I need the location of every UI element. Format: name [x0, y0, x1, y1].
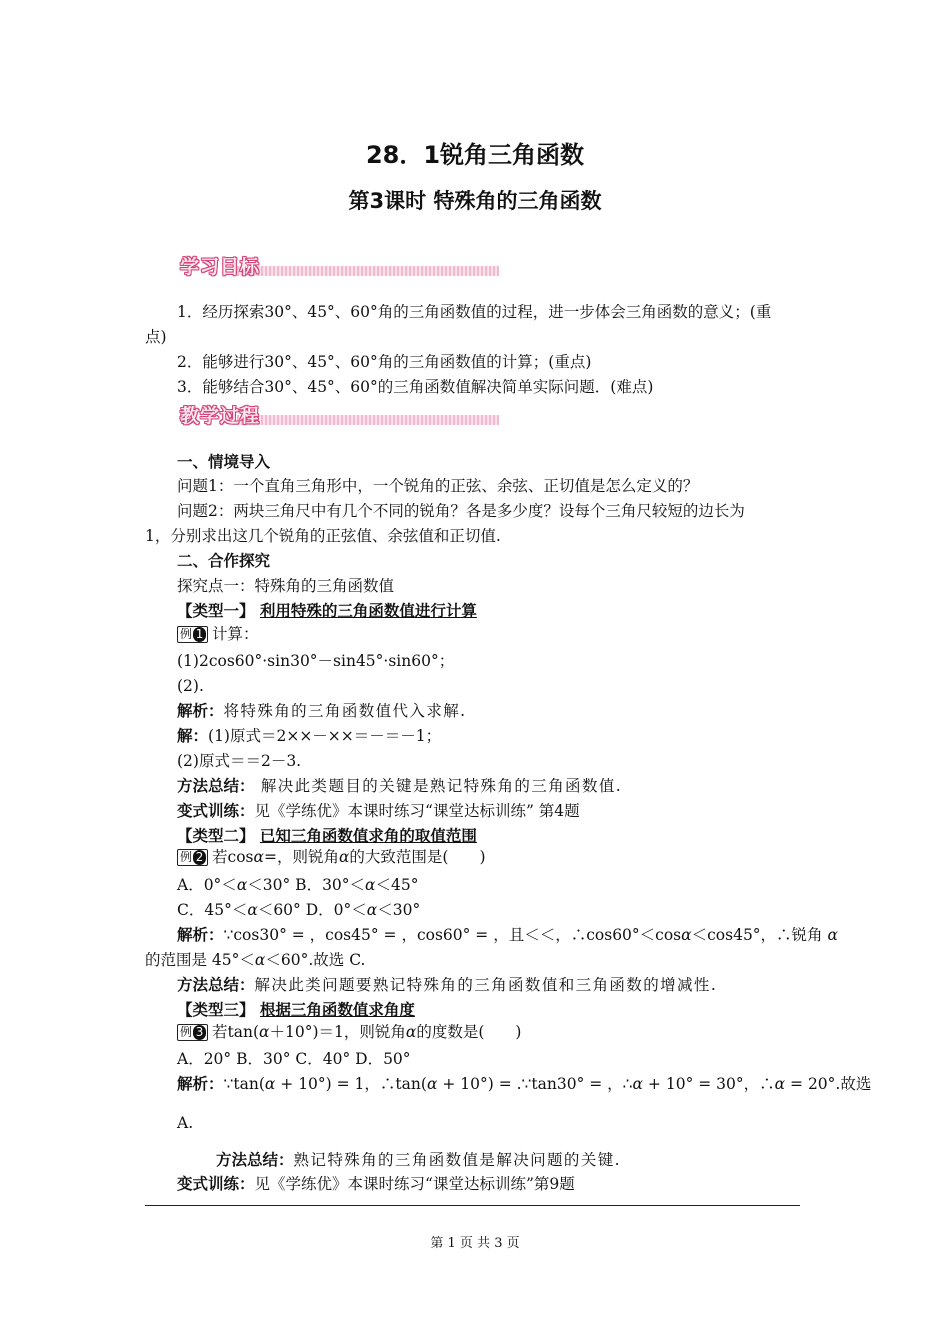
question-2-line-1: 问题2：两块三角尺中有几个不同的锐角？各是多少度？设每个三角尺较短的边长为: [177, 502, 745, 520]
option-text: ＜30° B．30°＜: [247, 876, 366, 894]
analysis-text: 将特殊角的三角函数值代入求解.: [223, 702, 467, 720]
analysis-text: ＜cos45°，∴锐角: [691, 926, 823, 944]
example-3-badge: [177, 1024, 208, 1041]
example-2: [177, 847, 486, 867]
example-badge-label: 例: [180, 850, 193, 864]
type1-name: 利用特殊的三角函数值进行计算: [259, 601, 477, 620]
example-badge-number: 3: [193, 1025, 206, 1040]
solution-text: (1)原式＝2××－××＝－＝－1；: [208, 727, 442, 745]
variant-text: 见《学练优》本课时练习“课堂达标训练”第9题: [254, 1175, 575, 1193]
alpha-symbol: α: [253, 848, 264, 866]
example-2-text-a: 若cos: [212, 848, 254, 866]
example-badge-number: 2: [193, 850, 206, 865]
analysis-text: ∵tan(: [223, 1075, 265, 1093]
question-1: 问题1：一个直角三角形中，一个锐角的正弦、余弦、正切值是怎么定义的？: [177, 477, 699, 495]
example-1-item-1: (1)2cos60°·sin30°－sin45°·sin60°；: [177, 652, 455, 670]
example-3-text-b: ＋10°)＝1，则锐角: [269, 1023, 406, 1041]
page-subtitle: 第3课时 特殊角的三角函数: [348, 189, 602, 213]
example-2-text-b: =，则锐角: [263, 848, 339, 866]
type3-bracket: 【类型三】: [177, 1000, 255, 1019]
explore-point-1: 探究点一：特殊角的三角函数值: [177, 577, 395, 595]
type2-bracket: 【类型二】: [177, 826, 255, 845]
alpha-symbol: α: [254, 951, 266, 969]
method-text: 解决此类题目的关键是熟记特殊角的三角函数值.: [254, 777, 623, 795]
example-3-text-c: 的度数是( ): [416, 1023, 522, 1041]
option-text: A．0°＜: [177, 876, 237, 894]
example-2-analysis-line-1: [177, 925, 838, 945]
analysis-text: + 10°) = .∵tan30° = ，∴: [437, 1075, 633, 1093]
example-2-badge: [177, 849, 208, 866]
alpha-symbol: α: [264, 1075, 276, 1093]
question-2-line-2: 1，分别求出这几个锐角的正弦值、余弦值和正切值.: [145, 527, 501, 545]
type2-name: 已知三角函数值求角的取值范围: [259, 826, 477, 845]
alpha-symbol: α: [338, 848, 350, 866]
part1-heading: 一、情境导入: [177, 452, 271, 471]
analysis-text: = 20°.故选: [785, 1075, 872, 1093]
variant-text: 见《学练优》本课时练习“课堂达标训练” 第4题: [254, 802, 580, 820]
type3-heading: [177, 1000, 415, 1020]
alpha-symbol: α: [405, 1023, 417, 1041]
example-3-analysis-line-2: A.: [177, 1114, 194, 1132]
banner-strip: [237, 266, 499, 276]
example-1-solution-2: (2)原式＝＝2－3.: [177, 752, 302, 770]
analysis-text: + 10°) = 1，∴tan(: [275, 1075, 427, 1093]
example-3-text-a: 若tan(: [212, 1023, 260, 1041]
alpha-symbol: α: [365, 876, 376, 894]
example-1-method: [177, 776, 622, 796]
example-1-text: 计算：: [212, 625, 259, 643]
goal-1-line-1: 1．经历探索30°、45°、60°角的三角函数值的过程，进一步体会三角函数的意义；(重: [177, 303, 772, 321]
option-text: ＜60° D．0°＜: [257, 901, 367, 919]
method-label: 方法总结：: [177, 776, 255, 795]
example-2-method: [177, 975, 717, 995]
example-1-variant: [177, 801, 580, 821]
method-label: 方法总结：: [177, 975, 255, 994]
example-badge-label: 例: [180, 627, 193, 641]
type3-name: 根据三角函数值求角度: [259, 1000, 415, 1019]
part2-heading: 二、合作探究: [177, 551, 271, 570]
method-label: 方法总结：: [216, 1150, 294, 1169]
example-3-options: A．20° B．30° C．40° D．50°: [177, 1050, 411, 1068]
footer-divider: [145, 1205, 800, 1206]
analysis-text: + 10° = 30°，∴: [643, 1075, 775, 1093]
analysis-text: 的范围是 45°＜: [145, 951, 255, 969]
alpha-symbol: α: [774, 1075, 786, 1093]
goals-banner-label: 学习目标: [180, 256, 261, 278]
analysis-label: 解析：: [177, 701, 224, 720]
page-footer: 第 1 页 共 3 页: [430, 1236, 520, 1251]
process-banner-label: 教学过程: [180, 405, 261, 427]
page-title: 28．1锐角三角函数: [365, 141, 585, 169]
alpha-symbol: α: [247, 901, 258, 919]
example-1-solution-1: [177, 726, 441, 746]
example-3: [177, 1022, 521, 1042]
option-text: C．45°＜: [177, 901, 248, 919]
example-3-method: [216, 1150, 621, 1170]
option-text: ＜30°: [377, 901, 421, 919]
method-text: 解决此类问题要熟记特殊角的三角函数值和三角函数的增减性.: [254, 976, 718, 994]
example-badge-label: 例: [180, 1025, 193, 1039]
example-3-variant: [177, 1174, 575, 1194]
example-1-analysis: [177, 701, 466, 721]
solution-label: 解：: [177, 726, 209, 745]
variant-label: 变式训练：: [177, 801, 255, 820]
analysis-text: ＜60°.故选 C.: [265, 951, 366, 969]
example-1-badge: [177, 626, 208, 643]
alpha-symbol: α: [366, 901, 378, 919]
example-2-text-c: 的大致范围是( ): [349, 848, 486, 866]
example-2-options-cd: [177, 900, 420, 920]
alpha-symbol: α: [632, 1075, 643, 1093]
analysis-text: ∵cos30° = ，cos45° = ，cos60° = ，且＜＜，∴cos60°＜cos: [223, 926, 682, 944]
alpha-symbol: α: [827, 926, 838, 944]
alpha-symbol: α: [681, 926, 692, 944]
example-1: [177, 624, 259, 644]
type2-heading: [177, 826, 477, 846]
example-2-analysis-line-2: [145, 950, 365, 970]
method-text: 熟记特殊角的三角函数值是解决问题的关键.: [293, 1151, 621, 1169]
goal-2: 2．能够进行30°、45°、60°角的三角函数值的计算；(重点): [177, 353, 592, 371]
type1-heading: [177, 601, 477, 621]
alpha-symbol: α: [259, 1023, 270, 1041]
analysis-label: 解析：: [177, 925, 224, 944]
banner-strip: [237, 415, 499, 425]
process-banner: [177, 401, 499, 431]
goal-3: 3．能够结合30°、45°、60°的三角函数值解决简单实际问题．(难点): [177, 378, 654, 396]
alpha-symbol: α: [426, 1075, 438, 1093]
example-1-item-2: (2).: [177, 677, 204, 695]
example-3-analysis-line-1: [177, 1074, 871, 1094]
analysis-label: 解析：: [177, 1074, 224, 1093]
goals-banner: [177, 252, 499, 282]
type1-bracket: 【类型一】: [177, 601, 255, 620]
alpha-symbol: α: [236, 876, 248, 894]
option-text: ＜45°: [375, 876, 419, 894]
example-badge-number: 1: [193, 627, 206, 642]
goal-1-line-2: 点): [145, 328, 167, 346]
variant-label: 变式训练：: [177, 1174, 255, 1193]
example-2-options-ab: [177, 875, 419, 895]
